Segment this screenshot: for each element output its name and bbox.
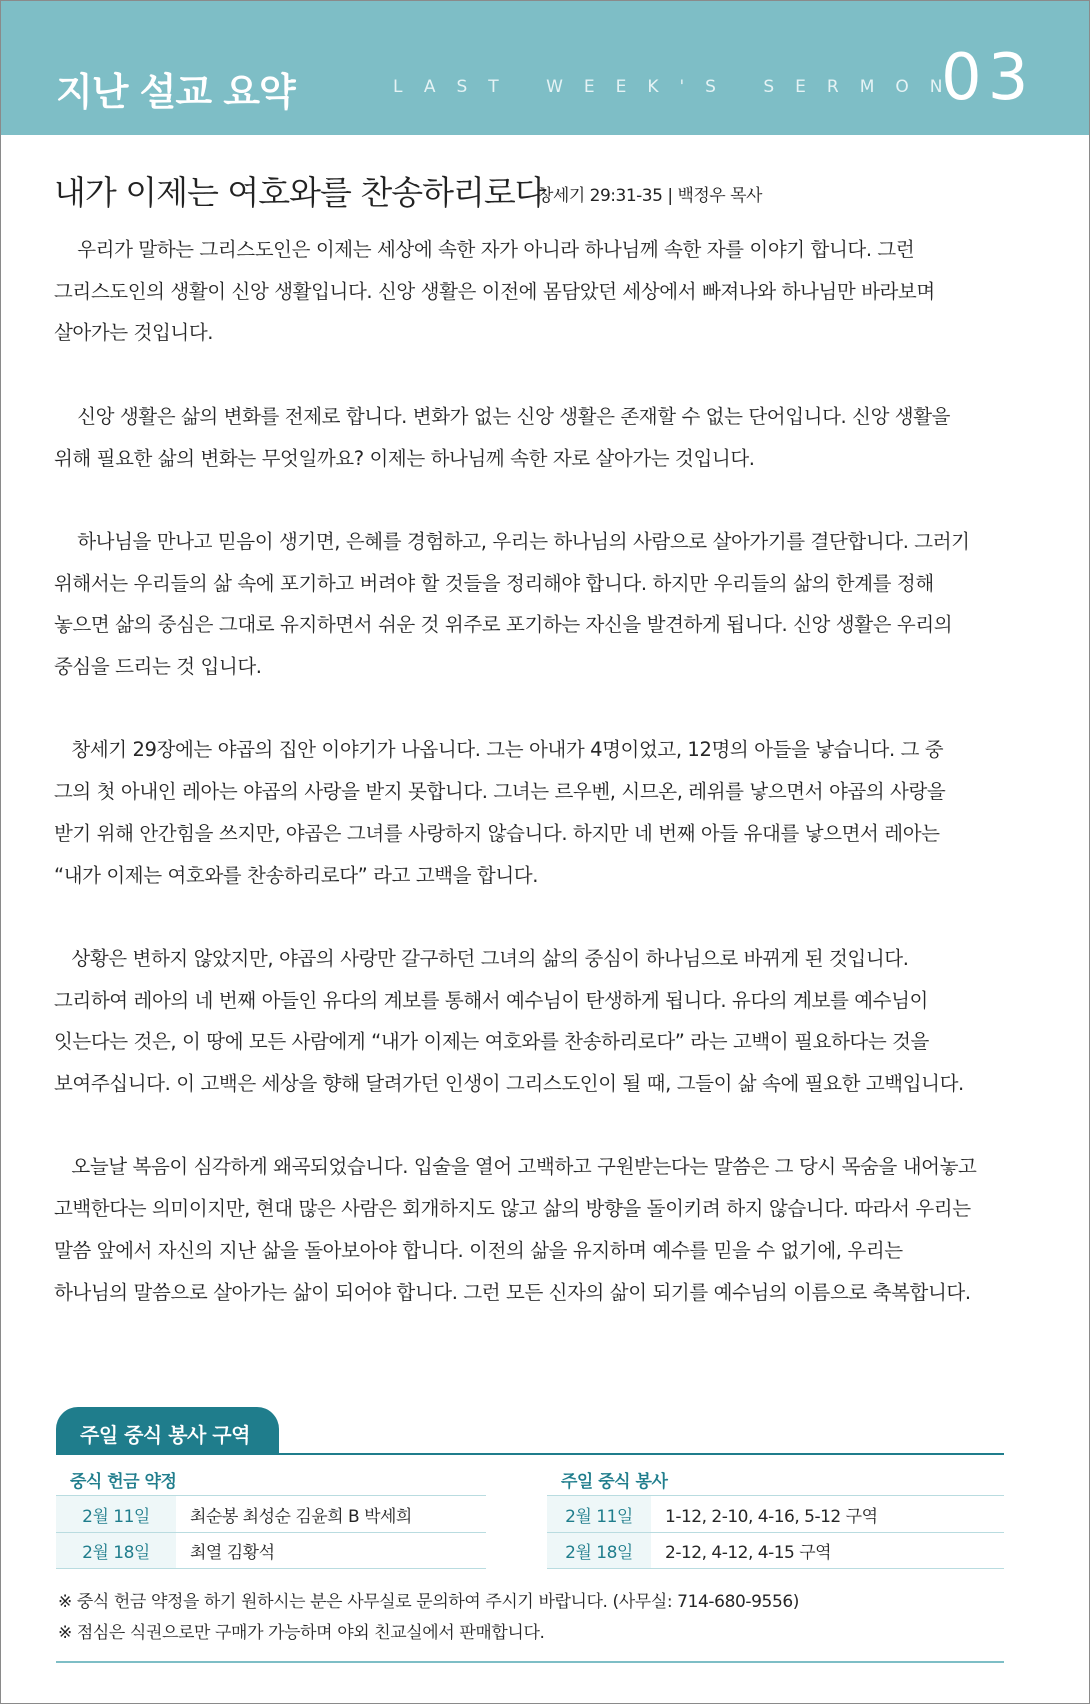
row-value: 2-12, 4-12, 4-15 구역 bbox=[665, 1543, 832, 1563]
paragraph-line: “내가 이제는 여호와를 찬송하리로다” 라고 고백을 합니다. bbox=[54, 863, 539, 887]
row-date: 2월 11일 bbox=[56, 1496, 176, 1532]
section-title: 주일 중식 봉사 구역 bbox=[56, 1407, 279, 1454]
row-value: 최순봉 최성순 김윤희 B 박세희 bbox=[190, 1506, 412, 1527]
paragraph-line: 말씀 앞에서 자신의 지난 삶을 돌아보아야 합니다. 이전의 삶을 유지하며 예수를 믿을 수 없기에, 우리는 bbox=[54, 1238, 903, 1262]
paragraph-line: 우리가 말하는 그리스도인은 이제는 세상에 속한 자가 아니라 하나님께 속한 자를 이야기 합니다. 그런 bbox=[54, 238, 915, 261]
sermon-paragraph bbox=[54, 521, 1054, 688]
offering-heading: 중식 헌금 약정 bbox=[70, 1472, 177, 1492]
paragraph-line: 놓으면 삶의 중심은 그대로 유지하면서 쉬운 것 위주로 포기하는 자신을 발견하게 됩니다. 신앙 생활은 우리의 bbox=[54, 613, 953, 637]
row-value: 최열 김황석 bbox=[190, 1543, 275, 1563]
page-number: 03 bbox=[941, 41, 1035, 115]
note-offering: ※ 중식 헌금 약정을 하기 원하시는 분은 사무실로 문의하여 주시기 바랍니다. (사무실: 714-680-9556) bbox=[58, 1592, 800, 1612]
bottom-divider bbox=[56, 1661, 1004, 1663]
row-date: 2월 11일 bbox=[547, 1496, 651, 1532]
table-row bbox=[547, 1532, 1004, 1569]
table-row bbox=[56, 1495, 486, 1532]
paragraph-line: 상황은 변하지 않았지만, 야곱의 사랑만 갈구하던 그녀의 삶의 중심이 하나님으로 바뀌게 된 것입니다. bbox=[54, 946, 909, 970]
paragraph-line: 오늘날 복음이 심각하게 왜곡되었습니다. 입술을 열어 고백하고 구원받는다는 말씀은 그 당시 목숨을 내어놓고 bbox=[54, 1155, 977, 1179]
sermon-paragraph bbox=[54, 938, 1054, 1105]
table-row bbox=[56, 1532, 486, 1569]
paragraph-line: 위해서는 우리들의 삶 속에 포기하고 버려야 할 것들을 정리해야 합니다. 하지만 우리들의 삶의 한계를 정해 bbox=[54, 571, 934, 595]
offering-table bbox=[56, 1455, 486, 1569]
paragraph-line: 고백한다는 의미이지만, 현대 많은 사람은 회개하지도 않고 삶의 방향을 돌이키려 하지 않습니다. 따라서 우리는 bbox=[54, 1197, 971, 1221]
paragraph-line: 하나님을 만나고 믿음이 생기면, 은혜를 경험하고, 우리는 하나님의 사람으로 살아가기를 결단합니다. 그러기 bbox=[54, 529, 970, 553]
sermon-paragraph bbox=[54, 729, 1054, 896]
paragraph-line: 보여주십니다. 이 고백은 세상을 향해 달려가던 인생이 그리스도인이 될 때, 그들이 삶 속에 필요한 고백입니다. bbox=[54, 1072, 964, 1095]
sermon-title: 내가 이제는 여호와를 찬송하리로다 bbox=[54, 173, 546, 212]
paragraph-line: 중심을 드리는 것 입니다. bbox=[54, 655, 262, 678]
page-subtitle: LAST WEEK'S SERMON bbox=[393, 77, 964, 97]
volunteer-table bbox=[547, 1455, 1004, 1569]
row-date: 2월 18일 bbox=[547, 1533, 651, 1568]
volunteer-heading: 주일 중식 봉사 bbox=[561, 1472, 668, 1492]
row-date: 2월 18일 bbox=[56, 1533, 176, 1568]
paragraph-line: 신앙 생활은 삶의 변화를 전제로 합니다. 변화가 없는 신앙 생활은 존재할 수 없는 단어입니다. 신앙 생활을 bbox=[54, 404, 951, 428]
row-value: 1-12, 2-10, 4-16, 5-12 구역 bbox=[665, 1506, 878, 1527]
paragraph-line: 그리하여 레아의 네 번째 아들인 유다의 계보를 통해서 예수님이 탄생하게 됩니다. 유다의 계보를 예수님이 bbox=[54, 988, 928, 1012]
table-row bbox=[547, 1495, 1004, 1532]
paragraph-line: 그리스도인의 생활이 신앙 생활입니다. 신앙 생활은 이전에 몸담았던 세상에서 빠져나와 하나님만 바라보며 bbox=[54, 279, 935, 303]
paragraph-line: 받기 위해 안간힘을 쓰지만, 야곱은 그녀를 사랑하지 않습니다. 하지만 네 번째 아들 유대를 낳으면서 레아는 bbox=[54, 821, 940, 845]
page-header bbox=[1, 1, 1089, 135]
paragraph-line: 그의 첫 아내인 레아는 야곱의 사랑을 받지 못합니다. 그녀는 르우벤, 시므온, 레위를 낳으면서 야곱의 사랑을 bbox=[54, 780, 946, 804]
sermon-paragraph bbox=[54, 229, 1054, 354]
note-lunch: ※ 점심은 식권으로만 구매가 가능하며 야외 친교실에서 판매합니다. bbox=[58, 1623, 545, 1643]
sermon-body bbox=[54, 229, 1054, 1313]
sermon-paragraph bbox=[54, 1146, 1054, 1313]
paragraph-line: 위해 필요한 삶의 변화는 무엇일까요? 이제는 하나님께 속한 자로 살아가는 것입니다. bbox=[54, 446, 755, 470]
paragraph-line: 살아가는 것입니다. bbox=[54, 321, 214, 345]
paragraph-line: 잇는다는 것은, 이 땅에 모든 사람에게 “내가 이제는 여호와를 찬송하리로다” 라는 고백이 필요하다는 것을 bbox=[54, 1030, 929, 1054]
sermon-reference: 창세기 29:31-35 | 백정우 목사 bbox=[537, 186, 762, 206]
sermon-paragraph bbox=[54, 396, 1054, 479]
paragraph-line: 창세기 29장에는 야곱의 집안 이야기가 나옵니다. 그는 아내가 4명이었고, 12명의 아들을 낳습니다. 그 중 bbox=[54, 738, 944, 762]
page-title: 지난 설교 요약 bbox=[56, 70, 295, 114]
notes bbox=[58, 1587, 799, 1649]
paragraph-line: 하나님의 말씀으로 살아가는 삶이 되어야 합니다. 그런 모든 신자의 삶이 되기를 예수님의 이름으로 축복합니다. bbox=[54, 1280, 971, 1304]
